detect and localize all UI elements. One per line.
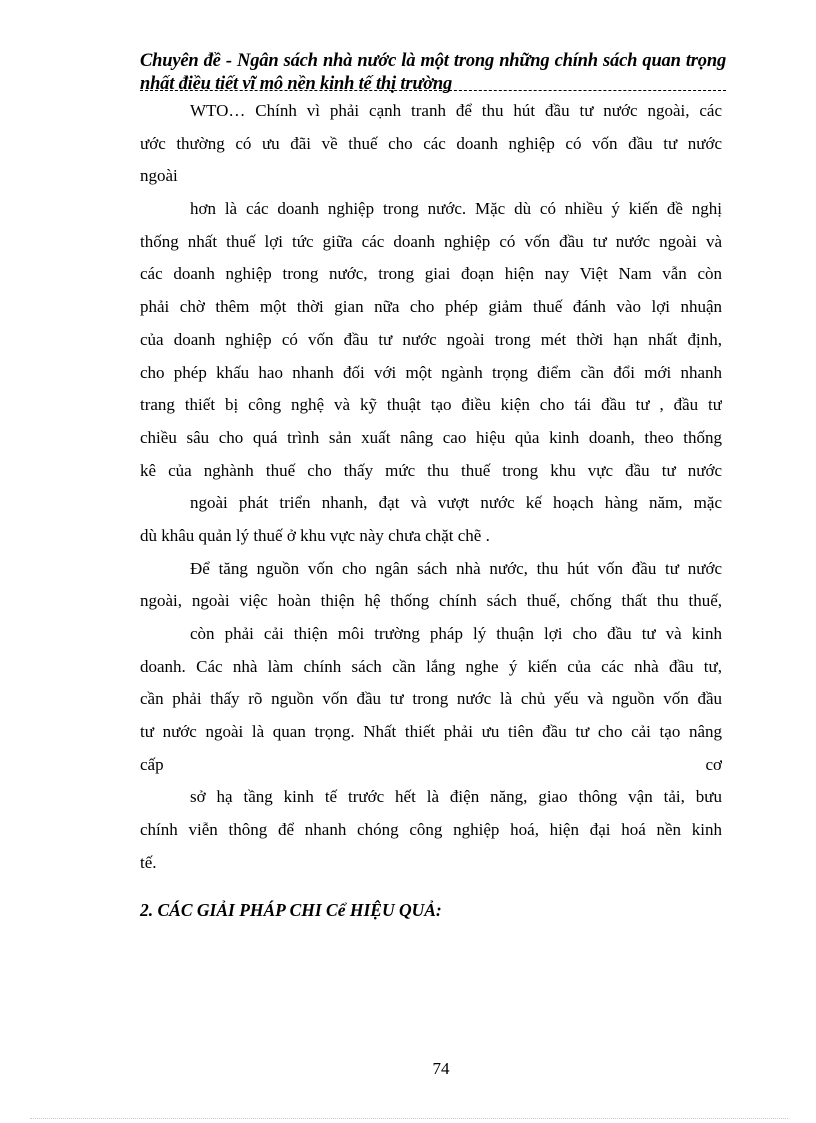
- running-header: Chuyên đề - Ngân sách nhà nước là một trong những chính sách quan trọng nhất điều tiết vĩ mô nền kinh tế thị trường: [140, 51, 726, 94]
- body-line: Để tăng nguồn vốn cho ngân sách nhà nước, thu hút vốn đầu tư nước: [190, 558, 722, 578]
- body-line: WTO… Chính vì phải cạnh tranh để thu hút đầu tư nước ngoài, các: [190, 101, 722, 120]
- body-line: thống nhất thuế lợi tức giữa các doanh nghiệp có vốn đầu tư nước ngoài và: [140, 231, 722, 251]
- body-line: các doanh nghiệp trong nước, trong giai đoạn hiện nay Việt Nam vẫn còn: [140, 264, 722, 284]
- header-divider: [140, 90, 726, 91]
- body-line: cần phải thấy rõ nguồn vốn đầu tư trong nước là chủ yếu và nguồn vốn đầu: [140, 689, 722, 709]
- body-line: tư nước ngoài là quan trọng. Nhất thiết phải ưu tiên đầu tư cho cải tạo nâng: [140, 722, 722, 742]
- body-line: chiều sâu cho quá trình sản xuất nâng cao hiệu qủa kinh doanh, theo thống: [140, 427, 722, 447]
- section-heading: 2. CÁC GIẢI PHÁP CHI Cể HIỆU QUẢ:: [140, 900, 442, 920]
- body-line: trang thiết bị công nghệ và kỹ thuật tạo điều kiện cho tái đầu tư , đầu tư: [140, 395, 722, 415]
- body-line: của doanh nghiệp có vốn đầu tư nước ngoài trong mét thời hạn nhất định,: [140, 329, 722, 349]
- body-line: sở hạ tầng kinh tế trước hết là điện năng, giao thông vận tải, bưu: [190, 787, 722, 807]
- body-line: hơn là các doanh nghiệp trong nước. Mặc dù có nhiều ý kiến đề nghị: [190, 199, 722, 219]
- body-line: còn phải cải thiện môi trường pháp lý thuận lợi cho đầu tư và kinh: [190, 624, 722, 643]
- body-line: phải chờ thêm một thời gian nữa cho phép giảm thuế đánh vào lợi nhuận: [140, 297, 722, 317]
- body-line: cho phép khấu hao nhanh đối với một ngành trọng điểm cần đổi mới nhanh: [140, 362, 722, 382]
- body-line: doanh. Các nhà làm chính sách cần lắng nghe ý kiến của các nhà đầu tư,: [140, 656, 722, 676]
- body-text: [140, 95, 722, 880]
- body-line: kê của nghành thuế cho thấy mức thu thuế trong khu vực đầu tư nước: [140, 460, 722, 480]
- page-bottom-divider: [30, 1118, 788, 1119]
- body-line: tế.: [140, 852, 157, 872]
- page-number: 74: [432, 1059, 450, 1078]
- body-line: ngoài phát triển nhanh, đạt và vượt nước kế hoạch hàng năm, mặc: [190, 493, 722, 513]
- body-line: ngoài: [140, 166, 178, 186]
- body-line: dù khâu quản lý thuế ở khu vực này chưa chặt chẽ .: [140, 525, 490, 545]
- body-line: chính viễn thông để nhanh chóng công nghiệp hoá, hiện đại hoá nền kinh: [140, 820, 722, 840]
- body-line: cấp cơ: [140, 754, 722, 774]
- body-line: ngoài, ngoài việc hoàn thiện hệ thống chính sách thuế, chống thất thu thuế,: [140, 591, 722, 611]
- body-line: ước thường có ưu đãi về thuế cho các doanh nghiệp có vốn đầu tư nước: [140, 133, 722, 153]
